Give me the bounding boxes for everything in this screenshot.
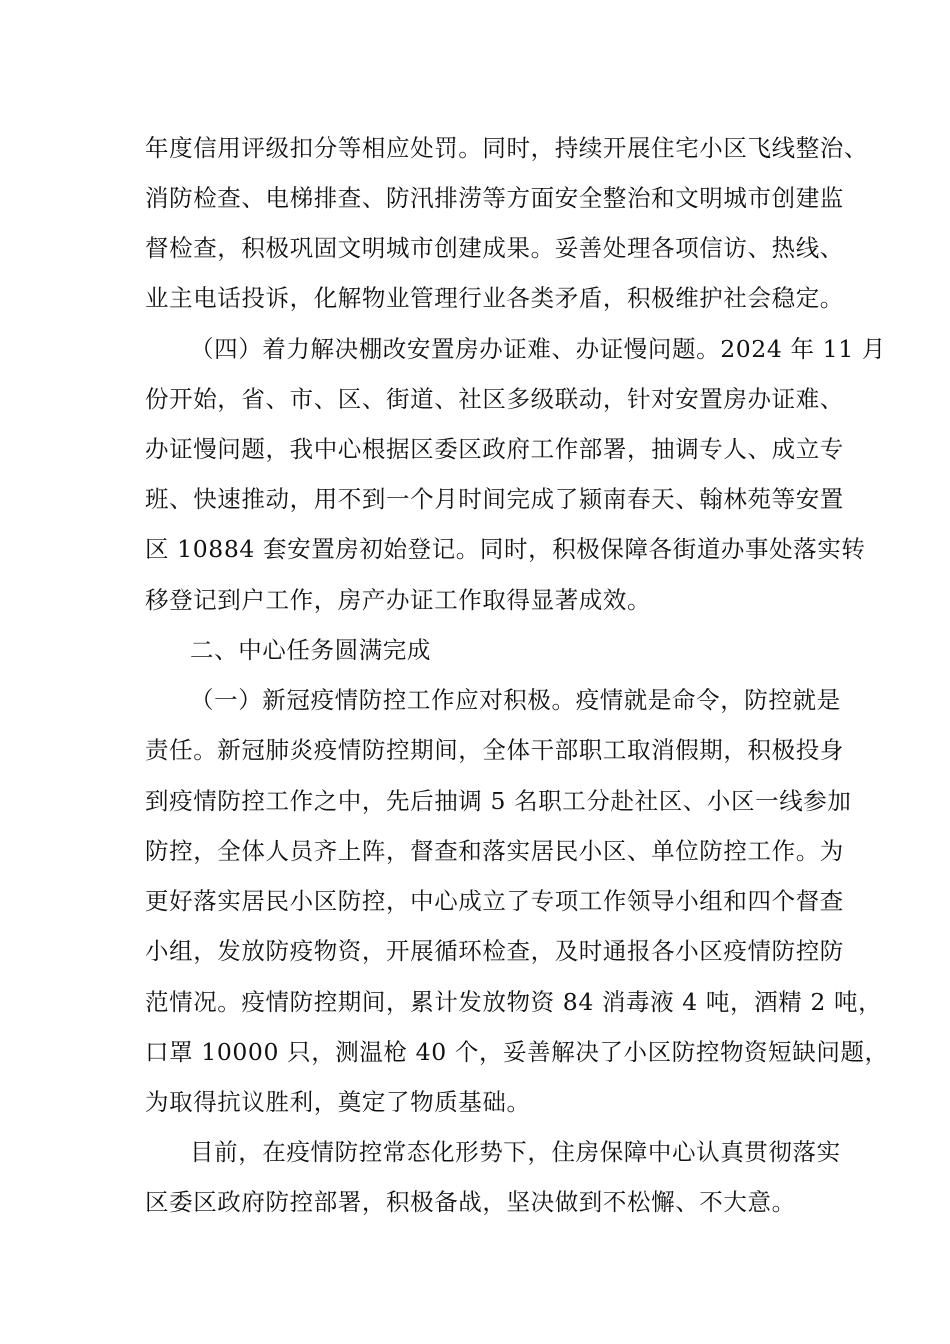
text-line: 区委区政府防控部署，积极备战，坚决做到不松懈、不大意。 — [145, 1188, 796, 1216]
paragraph-start: 目前，在疫情防控常态化形势下，住房保障中心认真贯彻落实 — [190, 1138, 841, 1166]
section-heading: 二、中心任务圆满完成 — [190, 636, 431, 664]
text-line: 年度信用评级扣分等相应处罚。同时，持续开展住宅小区飞线整治、 — [145, 134, 868, 162]
text-line: 督检查，积极巩固文明城市创建成果。妥善处理各项信访、热线、 — [145, 234, 844, 262]
text-line: 班、快速推动，用不到一个月时间完成了颍南春天、翰林苑等安置 — [145, 485, 844, 513]
text-line: 到疫情防控工作之中，先后抽调 5 名职工分赴社区、小区一线参加 — [145, 787, 852, 815]
section-paragraph-start: （一）新冠疫情防控工作应对积极。疫情就是命令，防控就是 — [190, 686, 841, 714]
text-line: 移登记到户工作，房产办证工作取得显著成效。 — [145, 586, 652, 614]
text-line: 消防检查、电梯排查、防汛排涝等方面安全整治和文明城市创建监 — [145, 184, 844, 212]
text-line: 份开始，省、市、区、街道、社区多级联动，针对安置房办证难、 — [145, 385, 844, 413]
text-line: 业主电话投诉，化解物业管理行业各类矛盾，积极维护社会稳定。 — [145, 284, 844, 312]
text-line: 范情况。疫情防控期间，累计发放物资 84 消毒液 4 吨，酒精 2 吨， — [145, 988, 883, 1016]
section-paragraph-start: （四）着力解决棚改安置房办证难、办证慢问题。2024 年 11 月 — [190, 335, 886, 363]
text-line: 防控，全体人员齐上阵，督查和落实居民小区、单位防控工作。为 — [145, 837, 844, 865]
text-line: 区 10884 套安置房初始登记。同时，积极保障各街道办事处落实转 — [145, 535, 866, 563]
text-line: 为取得抗议胜利，奠定了物质基础。 — [145, 1088, 531, 1116]
text-line: 责任。新冠肺炎疫情防控期间，全体干部职工取消假期，积极投身 — [145, 736, 844, 764]
text-line: 小组，发放防疫物资，开展循环检查，及时通报各小区疫情防控防 — [145, 937, 844, 965]
text-line: 更好落实居民小区防控，中心成立了专项工作领导小组和四个督查 — [145, 887, 844, 915]
text-line: 办证慢问题，我中心根据区委区政府工作部署，抽调专人、成立专 — [145, 435, 844, 463]
text-line: 口罩 10000 只，测温枪 40 个，妥善解决了小区防控物资短缺问题， — [145, 1038, 889, 1066]
